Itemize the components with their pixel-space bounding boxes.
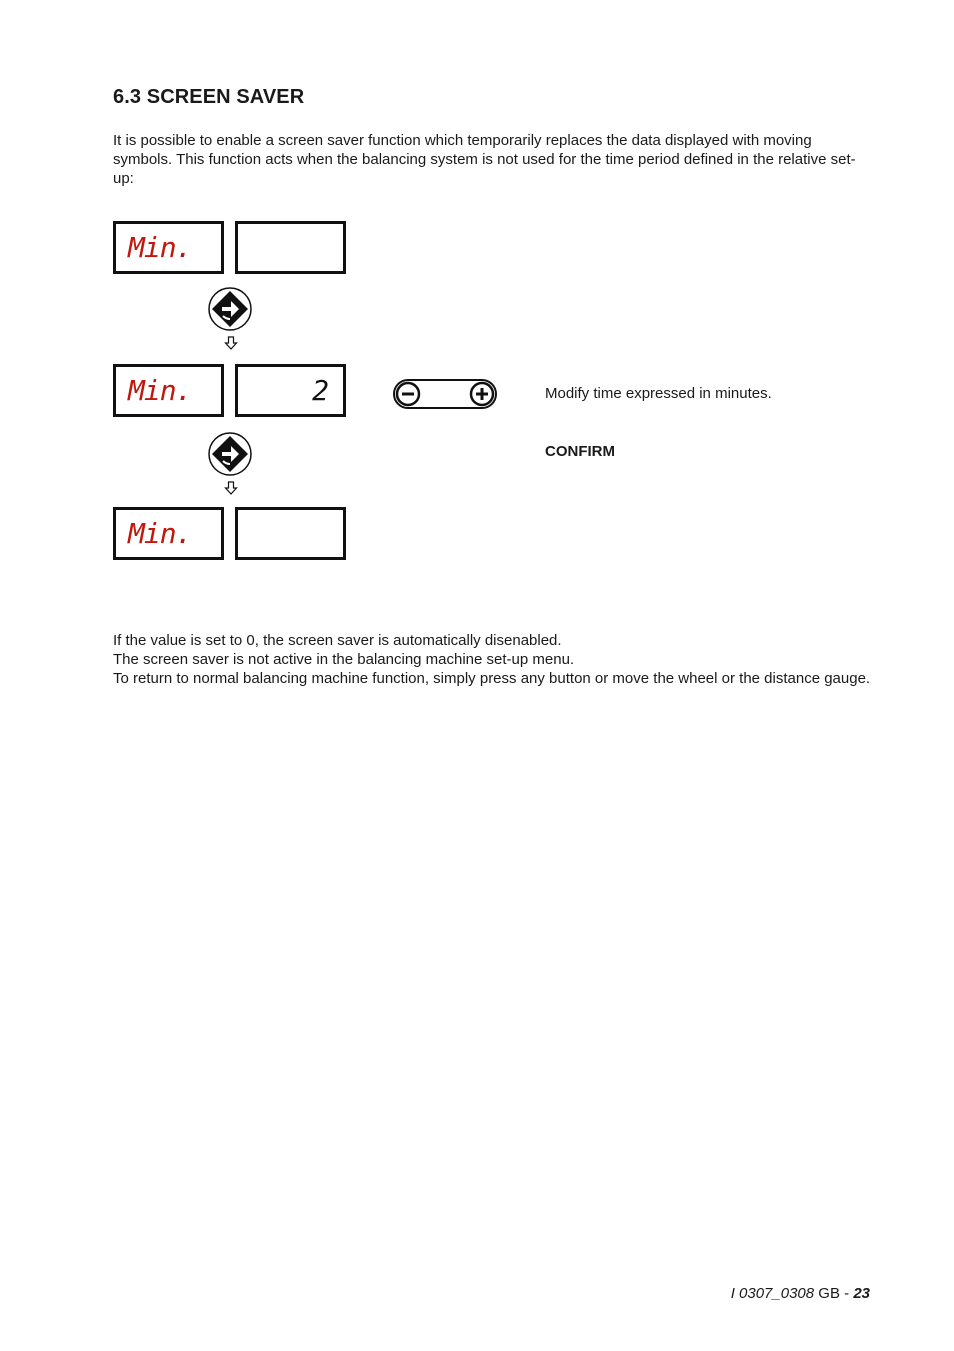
display-left-text: Min. [128, 231, 192, 264]
intro-paragraph [113, 131, 873, 188]
note-line: To return to normal balancing machine function, simply press any button or move the wheel or the distance gauge. [113, 670, 871, 687]
enter-button-icon[interactable] [207, 431, 253, 477]
page-footer [731, 1285, 870, 1302]
minus-plus-stepper[interactable] [392, 378, 498, 410]
notes-paragraph [113, 631, 873, 688]
note-line: If the value is set to 0, the screen saver is automatically disenabled. [113, 632, 562, 649]
arrow-down-icon [224, 481, 238, 495]
display-right-step2 [235, 364, 346, 417]
note-line: The screen saver is not active in the balancing machine set-up menu. [113, 651, 575, 668]
display-left-step2 [113, 364, 224, 417]
arrow-down-icon [224, 336, 238, 350]
display-right-step3 [235, 507, 346, 560]
modify-time-note: Modify time expressed in minutes. [545, 385, 772, 402]
section-title: 6.3 SCREEN SAVER [113, 86, 305, 108]
doc-code: I 0307_0308 [730, 1285, 815, 1302]
display-left-text: Min. [128, 374, 192, 407]
display-left-step3 [113, 507, 224, 560]
display-left-step1 [113, 221, 224, 274]
display-left-text: Min. [128, 517, 192, 550]
display-right-step1 [235, 221, 346, 274]
enter-button-icon[interactable] [207, 286, 253, 332]
intro-text: It is possible to enable a screen saver function which temporarily replaces the data displayed with moving symbols. This function acts when the balancing system is not used for the time period defined in the relative set-up: [113, 132, 856, 187]
confirm-label: CONFIRM [545, 443, 615, 460]
page-number: 23 [853, 1285, 870, 1302]
footer-separator: - [844, 1285, 850, 1302]
display-right-value: 2 [312, 374, 329, 407]
language-code: GB [818, 1285, 840, 1302]
